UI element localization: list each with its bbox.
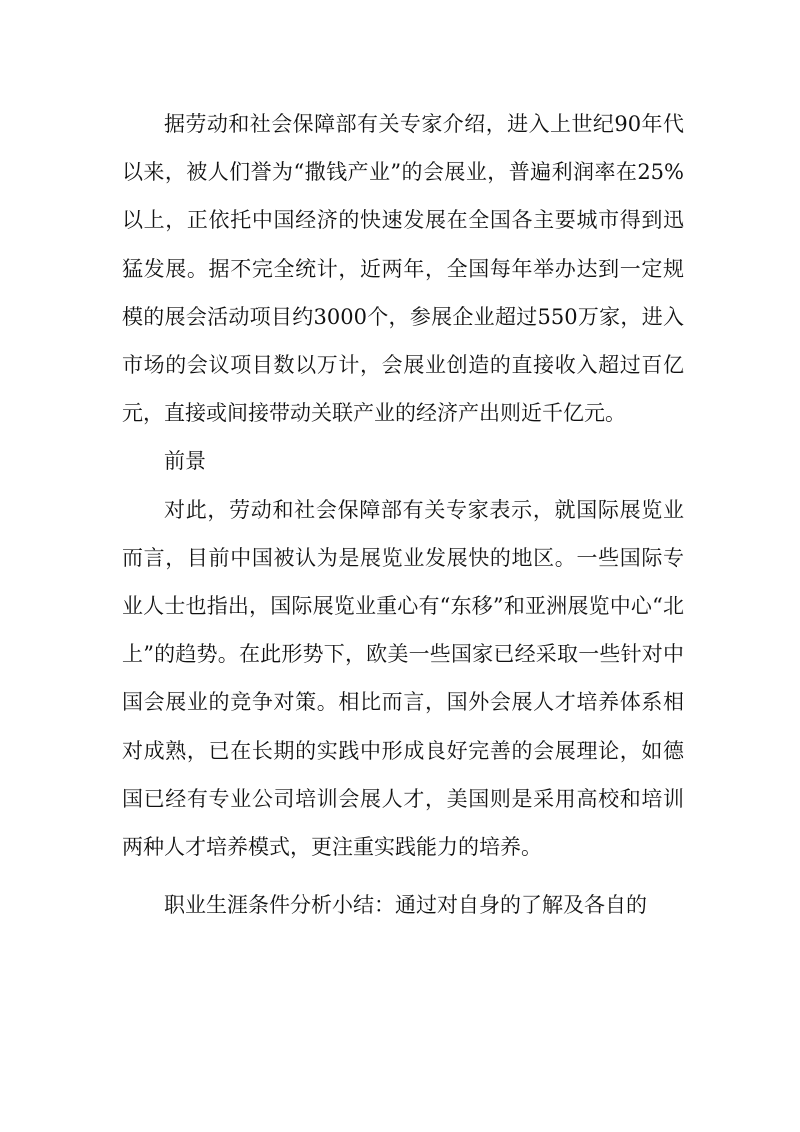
paragraph-industry-intro: 据劳动和社会保障部有关专家介绍，进入上世纪90年代以来，被人们誉为“撒钱产业”的会展业，普遍利润率在25%以上，正依托中国经济的快速发展在全国各主要城市得到迅猛发展。据不完全统计，近两年，全国每年举办达到一定规模的展会活动项目约3000个，参展企业超过550万家，进入市场的会议项目数以万计，会展业创造的直接收入超过百亿元，直接或间接带动关联产业的经济产出则近千亿元。: [122, 112, 684, 426]
paragraph-career-summary: 职业生涯条件分析小结：通过对自身的了解及各自的: [164, 893, 647, 918]
document-body: [122, 100, 684, 929]
section-heading-prospects: 前景: [164, 449, 206, 474]
paragraph-prospects: 对此，劳动和社会保障部有关专家表示，就国际展览业而言，目前中国被认为是展览业发展快的地区。一些国际专业人士也指出，国际展览业重心有“东移”和亚洲展览中心“北上”的趋势。在此形势下，欧美一些国家已经采取一些针对中国会展业的竞争对策。相比而言，国外会展人才培养体系相对成熟，已在长期的实践中形成良好完善的会展理论，如德国已经有专业公司培训会展人才，美国则是采用高校和培训两种人才培养模式，更注重实践能力的培养。: [122, 497, 684, 860]
